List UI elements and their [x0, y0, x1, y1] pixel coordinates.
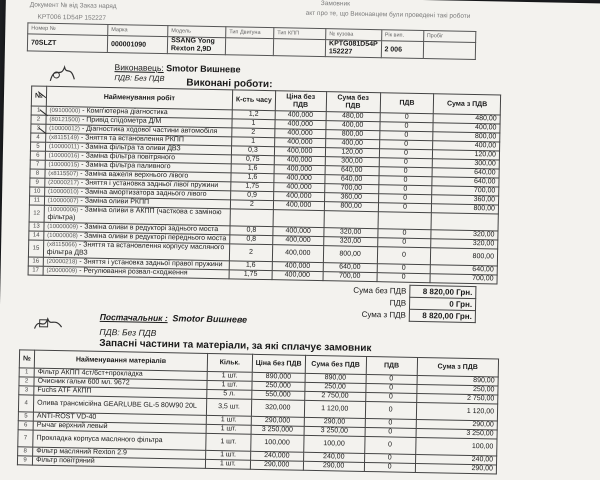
work-total: 320,00 [431, 230, 498, 240]
work-name-cell: (10000008) - Заміна оливи в редукторі переднього моста [44, 231, 230, 244]
total-vat-label: ПДВ [389, 298, 407, 308]
part-name: Очисник гальм 600 мл. 9672 [34, 377, 207, 389]
value-year: 2 006 [381, 41, 423, 59]
row-number: 3 [31, 124, 46, 133]
label-mileage: Пробіг [423, 31, 475, 43]
part-vat: 0 [364, 436, 415, 454]
work-price: 400,000 [272, 262, 323, 272]
work-vat: 0 [378, 194, 432, 204]
work-code: (20000217) [48, 179, 79, 187]
part-vat: 0 [364, 462, 415, 472]
work-vat: 0 [380, 113, 434, 123]
work-name-cell: (10000010) - Заміна амортизатора заднього лівого [44, 187, 230, 200]
works-col-qty: К-сть часу [232, 90, 275, 111]
work-total: 800,00 [433, 132, 500, 142]
work-vat: 0 [379, 131, 433, 141]
work-name: Зняття і установка задньої лівої пружини [85, 179, 219, 190]
row-number: 9 [17, 456, 32, 465]
part-qty: 3,5 шт. [206, 398, 251, 416]
row-number: 10 [30, 187, 45, 196]
value-mileage [423, 42, 475, 60]
works-col-name: Найменування робіт [46, 86, 233, 110]
part-total: 3 250,00 [416, 428, 498, 439]
work-name-cell: (20000009) - Регулювання розвал-сходження [43, 266, 229, 279]
work-vat: 0 [378, 203, 432, 213]
work-name: Зняття і установка задньої правої пружини [83, 258, 223, 269]
work-vat: 0 [377, 238, 431, 248]
part-price: 290,000 [250, 460, 303, 470]
row-number: 13 [29, 222, 44, 231]
work-total: 640,00 [432, 168, 499, 178]
part-price: 290,000 [251, 416, 304, 426]
work-code: (10000009) [47, 223, 79, 231]
part-sum: 1 120,00 [304, 400, 365, 418]
part-total: 100,00 [415, 437, 497, 456]
part-price: 890,000 [252, 372, 305, 382]
part-vat: 0 [364, 453, 415, 463]
work-qty: 0,3 [231, 146, 274, 156]
work-price: 400,000 [274, 156, 325, 166]
work-sum: 640,00 [324, 175, 378, 185]
part-total: 250,00 [416, 384, 498, 395]
header-line-text: Документ № від Заказ наряд [29, 1, 117, 11]
work-name-cell: (80121500) - Привід спідометра Д/М [46, 115, 232, 128]
work-code: (10000015) [48, 161, 80, 169]
part-total: 890,00 [417, 375, 499, 386]
row-number: 5 [18, 412, 33, 421]
label-gearbox: Тип КПП [274, 28, 326, 40]
work-vat: 0 [379, 158, 433, 168]
row-number: 3 [19, 386, 34, 395]
works-totals [350, 284, 477, 323]
work-sum: 400,00 [325, 121, 379, 131]
row-number: 1 [19, 368, 34, 377]
work-sum: 640,00 [325, 166, 379, 176]
header-doc-code: KPT006 1D54P 152227 [37, 13, 107, 22]
work-qty: 0,9 [231, 191, 274, 201]
part-sum: 890,00 [305, 373, 366, 383]
work-vat: 0 [379, 167, 433, 177]
work-sum: 320,00 [323, 228, 377, 238]
work-vat: 0 [377, 273, 431, 283]
parts-col-name: Найменування матеріалів [34, 350, 207, 371]
header-customer: Замовник [320, 0, 351, 8]
part-sum: 3 250,00 [304, 426, 365, 436]
work-qty [230, 209, 273, 227]
work-price: 400,000 [275, 129, 326, 139]
work-price: 400,000 [272, 271, 323, 281]
work-name-cell: (х8115066) - Зняття та встановлення корпусу масляного фільтра ДВЗ [43, 240, 229, 261]
row-number: 8 [18, 447, 33, 456]
work-qty: 2 [232, 128, 275, 138]
part-sum: 290,00 [303, 461, 364, 471]
row-number: 11 [29, 196, 44, 205]
work-qty: 0,8 [230, 235, 273, 245]
header-act-text: акт про те, що Виконавцем були проведені такі роботи [305, 9, 471, 20]
supplier-name: Smotor Вишневе [172, 313, 248, 325]
work-vat: 0 [379, 149, 433, 159]
label-number: Номер № [28, 23, 108, 36]
work-qty: 1,75 [231, 182, 274, 192]
work-price: 400,000 [274, 165, 325, 175]
work-total: 800,00 [432, 204, 499, 214]
executor-name: Smotor Вишневе [166, 63, 241, 75]
work-name: Заміна фільтра повітряного [85, 152, 176, 162]
work-name-cell: (09100000) - Комп'ютерна діагностика [46, 106, 232, 119]
work-vat: 0 [377, 247, 431, 265]
work-name: Зняття та встановлення РКПП [85, 134, 184, 144]
work-qty: 0,75 [231, 155, 274, 165]
work-total: 800,00 [431, 248, 498, 266]
label-vin: № кузова [326, 29, 382, 41]
work-total: 400,00 [433, 123, 500, 133]
parts-col-vat: ПДВ [366, 356, 417, 375]
row-number: 14 [29, 231, 44, 240]
parts-title: Запасні частини та матеріали, за які сплачує замовник [99, 337, 372, 355]
total-vat-value: 0 Грн. [410, 297, 476, 310]
part-price: 250,000 [252, 381, 305, 391]
work-sum [324, 211, 378, 229]
parts-table [17, 349, 499, 474]
label-year: Рік вип. [381, 30, 423, 42]
work-name-cell: (20000217) - Зняття і установка задньої лівої пружини [45, 178, 231, 191]
work-vat: 0 [378, 229, 432, 239]
work-name: Зняття та встановлення корпусу масляного фільтра ДВЗ [46, 241, 225, 257]
part-qty: 5 л. [207, 389, 252, 399]
work-name-cell: (10000007) - Заміна оливи РКПП [44, 196, 230, 209]
part-qty: 1 шт. [206, 433, 251, 451]
work-name: Привід спідометра Д/М [86, 116, 162, 126]
works-vat-status: ПДВ: Без ПДВ [114, 73, 165, 84]
total-gross-label: Сума з ПДВ [361, 309, 406, 320]
work-code: (10000012) [49, 125, 80, 133]
work-price: 400,000 [273, 201, 324, 211]
part-sum: 100,00 [303, 435, 364, 453]
work-sum: 360,00 [324, 193, 378, 203]
part-vat: 0 [365, 401, 416, 419]
part-name: Фільтр АКПП 4ст/6ст+прокладка [34, 368, 207, 380]
part-sum: 250,00 [305, 382, 366, 392]
part-name: Fuchs ATF АКПП [34, 386, 207, 398]
supplier-line [100, 312, 248, 325]
work-name-cell: (20000218) - Зняття і установка задньої правої пружини [43, 257, 229, 270]
work-name: Заміна оливи в АКПП (часткова с заміною фільтра) [47, 206, 222, 222]
part-vat: 0 [365, 427, 416, 437]
part-name: Фільтр повітряний [32, 456, 205, 468]
work-name: Заміна оливи РКПП [84, 197, 150, 206]
work-name-cell: (х8115507) - Заміна важеля верхнього лівого [45, 169, 231, 182]
work-sum: 300,00 [325, 157, 379, 167]
part-name: Олива трансмісійна GEARLUBE GL-5 80W90 20L [34, 395, 207, 415]
work-sum: 800,00 [325, 130, 379, 140]
value-number: 70SLZT [27, 34, 107, 53]
row-number: 4 [18, 395, 33, 412]
work-qty: 1,6 [229, 261, 272, 271]
part-qty: 1 шт. [207, 371, 252, 381]
work-qty: 1 [232, 119, 275, 129]
total-net-label: Сума без ПДВ [353, 285, 407, 296]
work-name-cell: (10000011) - Заміна фільтра та оливи ДВЗ [45, 142, 231, 155]
label-model: Модель [168, 26, 226, 38]
work-sum: 800,00 [324, 202, 378, 212]
work-name: Заміна важеля верхнього лівого [84, 170, 189, 180]
part-price: 3 250,000 [251, 425, 304, 435]
work-price: 400,000 [274, 183, 325, 193]
part-name: ANTI-ROST VD-40 [33, 412, 206, 424]
work-qty: 2 [229, 244, 272, 262]
work-price: 400,000 [275, 120, 326, 130]
work-qty: 1,6 [231, 164, 274, 174]
work-sum: 120,00 [325, 148, 379, 158]
work-qty: 1,2 [232, 110, 275, 120]
works-col-price: Ціна без ПДВ [275, 91, 326, 112]
work-price: 400,000 [273, 236, 324, 246]
parts-col-sum: Сума без ПДВ [305, 355, 366, 374]
part-total: 290,00 [416, 419, 498, 430]
work-code: (20000218) [46, 258, 78, 266]
work-name-cell: (10000015) - Заміна фільтра паливного [45, 160, 231, 173]
total-gross-value: 8 820,00 Грн. [409, 309, 475, 322]
work-vat: 0 [379, 176, 433, 186]
work-total [431, 213, 498, 231]
part-name: Прокладка корпуса масляного фільтра [33, 430, 206, 450]
work-name-cell: (10000009) - Заміна оливи в редукторі заднього моста [44, 222, 230, 235]
supplier-label: Постачальник : [99, 311, 168, 324]
work-name-cell: (10000006) - Заміна оливи в АКПП (часткова с заміною фільтра) [44, 205, 230, 226]
part-vat: 0 [366, 374, 417, 384]
work-code: (10000016) [48, 152, 80, 160]
supplier-stamp-icon [31, 311, 65, 338]
part-total: 240,00 [415, 454, 497, 465]
handwritten-marks [33, 88, 58, 148]
work-name-cell: (10000016) - Заміна фільтра повітряного [45, 151, 231, 164]
work-total: 320,00 [431, 239, 498, 249]
row-number: 15 [28, 240, 43, 257]
work-price: 400,000 [272, 245, 323, 263]
work-sum: 320,00 [323, 237, 377, 247]
value-vin: KPTG081D54P 152227 [325, 40, 381, 58]
header-line [30, 1, 117, 10]
row-number: 2 [31, 115, 46, 124]
work-price: 400,000 [274, 174, 325, 184]
work-name: Заміна оливи в редукторі заднього моста [84, 223, 219, 234]
work-code: (10000007) [47, 197, 79, 205]
part-total: 290,00 [415, 463, 497, 474]
row-number: 5 [30, 142, 45, 151]
part-qty: 1 шт. [206, 450, 251, 460]
work-total: 640,00 [431, 265, 498, 275]
work-name: Комп'ютерна діагностика [86, 107, 168, 117]
part-sum: 290,00 [304, 417, 365, 427]
value-model: SSANG Yong Rexton 2,9D [167, 37, 225, 55]
part-vat: 0 [365, 392, 416, 402]
works-col-num: № [31, 86, 46, 106]
vehicle-info-table [27, 22, 476, 60]
work-qty: 1 [232, 137, 275, 147]
value-engine [225, 38, 273, 56]
works-table [28, 86, 502, 285]
work-code: (х8115507) [48, 170, 79, 178]
work-price: 400,000 [274, 147, 325, 157]
work-name: Регулювання розвал-сходження [83, 267, 188, 277]
work-qty: 0,8 [230, 226, 273, 236]
row-number: 7 [18, 430, 33, 447]
work-total: 700,00 [432, 186, 499, 196]
row-number: 1 [31, 106, 46, 115]
work-code: (09100000) [49, 107, 81, 115]
work-vat: 0 [379, 140, 433, 150]
work-total: 360,00 [432, 195, 499, 205]
work-code: (10000008) [47, 232, 78, 240]
part-total: 1 120,00 [416, 402, 498, 421]
work-vat: 0 [378, 185, 432, 195]
part-sum: 240,00 [303, 452, 364, 462]
work-sum: 800,00 [323, 246, 377, 264]
part-qty: 1 шт. [206, 424, 251, 434]
value-brand: 000001090 [107, 35, 167, 53]
part-qty: 1 шт. [206, 415, 251, 425]
work-name: Заміна оливи в редукторі переднього моста [84, 232, 227, 243]
work-qty: 1,6 [231, 173, 274, 183]
work-sum: 640,00 [323, 263, 377, 273]
label-engine: Тип Двигуна [226, 27, 274, 39]
work-name: Заміна фільтра паливного [85, 161, 171, 171]
work-vat [378, 212, 432, 230]
work-price: 400,000 [273, 227, 324, 237]
work-total: 480,00 [433, 114, 500, 124]
work-price: 400,000 [273, 192, 324, 202]
work-code: (х8115066) [46, 241, 77, 249]
work-price: 400,000 [275, 111, 326, 121]
work-code: (10000011) [48, 143, 80, 151]
work-total: 120,00 [433, 150, 500, 160]
part-vat: 0 [365, 418, 416, 428]
executor-label: Виконавець: [114, 62, 164, 74]
label-brand: Марка [108, 24, 168, 36]
parts-vat-status: ПДВ: Без ПДВ [99, 326, 157, 338]
row-number: 9 [30, 178, 45, 187]
row-number: 17 [28, 266, 43, 275]
work-name: Діагностика ходової частини автомобіля [86, 125, 218, 136]
parts-col-num: № [19, 350, 34, 368]
work-code: (10000006) [47, 206, 79, 214]
work-vat: 0 [380, 122, 434, 132]
work-code: (20000009) [46, 267, 78, 275]
work-total: 640,00 [432, 177, 499, 187]
row-number: 4 [31, 133, 46, 142]
parts-col-price: Ціна без ПДВ [252, 354, 305, 373]
work-name-cell: (10000012) - Діагностика ходової частини автомобіля [46, 124, 232, 137]
part-total: 2 750,00 [416, 393, 498, 404]
part-name: Фільтр масляний Rexton 2.9 [33, 447, 206, 459]
part-price: 550,000 [251, 390, 304, 400]
work-price [273, 210, 324, 228]
work-total: 300,00 [433, 159, 500, 169]
work-vat: 0 [377, 264, 431, 274]
work-sum: 480,00 [326, 112, 380, 122]
work-sum: 700,00 [324, 184, 378, 194]
work-qty: 2 [230, 200, 273, 210]
row-number: 8 [30, 169, 45, 178]
part-price: 100,000 [250, 434, 303, 452]
row-number: 6 [18, 421, 33, 430]
total-net-value: 8 820,00 Грн. [410, 285, 476, 298]
work-name-cell: (х8115149) - Зняття та встановлення РКПП [45, 133, 231, 146]
part-qty: 1 шт. [207, 380, 252, 390]
part-qty: 1 шт. [205, 459, 250, 469]
works-title: Виконані роботи: [186, 77, 273, 91]
work-sum: 400,00 [325, 139, 379, 149]
parts-col-total: Сума з ПДВ [417, 357, 499, 377]
works-col-vat: ПДВ [380, 93, 434, 114]
parts-col-qty: Кільк. [207, 353, 252, 372]
executor-stamp-icon [46, 61, 80, 88]
work-name: Заміна фільтра та оливи ДВЗ [85, 143, 181, 153]
part-name: Рычаг верхний левый [33, 421, 206, 433]
row-number: 12 [29, 205, 44, 222]
work-name: Заміна амортизатора заднього лівого [84, 188, 207, 198]
work-total: 400,00 [433, 141, 500, 151]
part-vat: 0 [366, 383, 417, 393]
work-code: (х8115149) [48, 134, 79, 142]
work-code: (80121500) [49, 116, 81, 124]
work-sum: 700,00 [323, 272, 377, 282]
works-col-total: Сума з ПДВ [434, 94, 501, 115]
work-price: 400,000 [274, 138, 325, 148]
part-price: 320,000 [251, 399, 304, 417]
works-col-sum: Сума без ПДВ [326, 92, 380, 113]
row-number: 6 [30, 151, 45, 160]
work-total: 700,00 [430, 274, 497, 284]
row-number: 7 [30, 160, 45, 169]
row-number: 16 [28, 257, 43, 266]
value-gearbox [273, 39, 325, 57]
row-number: 2 [19, 377, 34, 386]
part-price: 240,000 [250, 451, 303, 461]
work-qty: 1,75 [229, 270, 272, 280]
part-sum: 2 750,00 [304, 391, 365, 401]
work-code: (10000010) [47, 188, 79, 196]
